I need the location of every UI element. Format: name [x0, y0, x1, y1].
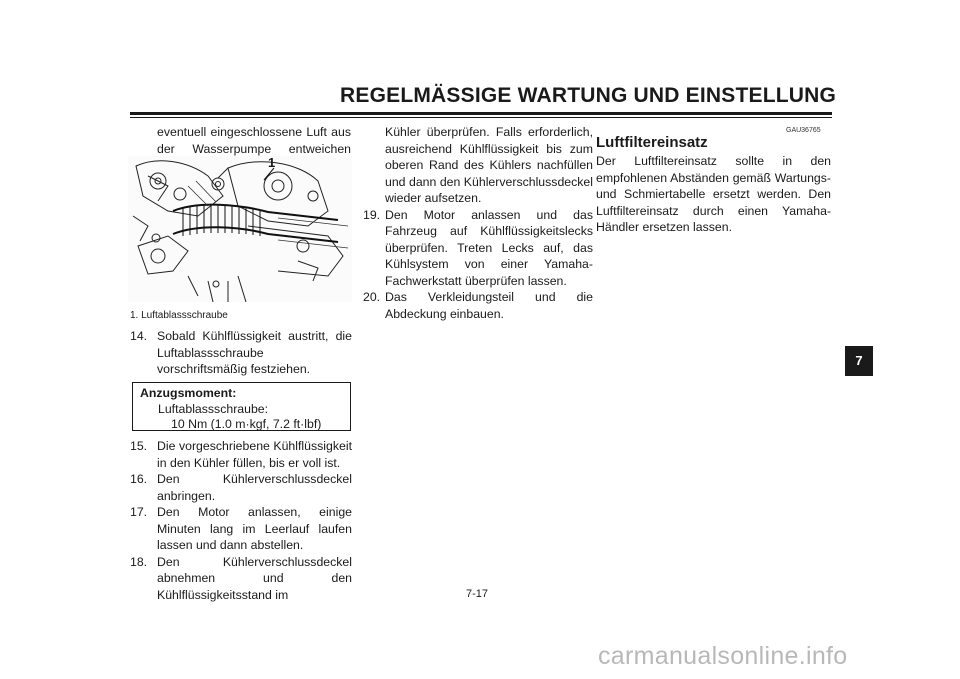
step-17 — [130, 504, 352, 554]
step-number: 19. — [363, 207, 381, 222]
intro-paragraph: eventuell eingeschlossene Luft aus der Wasserpumpe entweichen — [157, 125, 351, 156]
step-18 — [130, 554, 352, 604]
figure-caption: 1. Luftablassschraube — [130, 310, 228, 321]
page-number: 7-17 — [466, 588, 489, 600]
title-rule-thin — [130, 117, 832, 118]
title-rule-thick — [130, 112, 832, 115]
step-text: Den Motor anlassen, einige Minuten lang im Leerlauf laufen lassen und dann abstellen. — [157, 505, 352, 552]
step-18-continued: Kühler überprüfen. Falls erforderlich, ausreichend Kühlflüssigkeit bis zum oberen Rand des Kühlers nachfüllen und dann den Kühlerverschlussdeckel wieder aufsetzen. — [385, 125, 593, 205]
section-paragraph: Der Luftfiltereinsatz sollte in den empfohlenen Abständen gemäß Wartungs- und Schmiertabelle ersetzt werden. Den Luftfiltereinsatz durch einen Yamaha-Händler ersetzen lassen. — [596, 154, 831, 234]
torque-heading: Anzugsmoment: — [140, 386, 237, 400]
step-text: Das Verkleidungsteil und die Abdeckung einbauen. — [385, 290, 593, 321]
engine-illustration — [128, 156, 352, 302]
torque-spec-box — [132, 382, 351, 431]
step-number: 16. — [130, 472, 148, 486]
section-heading: Luftfiltereinsatz — [596, 134, 708, 151]
step-text: Die vorgeschriebene Kühlflüssigkeit in den Kühler füllen, bis er voll ist. — [157, 439, 352, 470]
section-code: GAU36765 — [786, 127, 821, 134]
step-number: 15. — [130, 439, 148, 453]
steps-15-18 — [130, 438, 352, 603]
step-number: 17. — [130, 505, 148, 519]
step-text: Den Motor anlassen und das Fahrzeug auf Kühlflüssigkeitslecks überprüfen. Treten Lecks auf, das Kühlsystem von einer Yamaha-Fachwerkstatt überprüfen lassen. — [385, 207, 593, 288]
torque-item: Luftablassschraube: — [158, 401, 269, 416]
middle-column — [363, 124, 593, 322]
engine-drawing — [128, 156, 352, 302]
step-16 — [130, 471, 352, 504]
step-text: Sobald Kühlflüssigkeit austritt, die Luftablassschraube vorschriftsmäßig festziehen. — [157, 329, 352, 376]
step-19 — [363, 207, 593, 290]
step-number: 20. — [363, 290, 381, 304]
step-20 — [363, 289, 593, 322]
step-14 — [130, 328, 352, 378]
callout-number-1: 1 — [268, 156, 276, 170]
watermark: carmanualsonline.info — [598, 642, 848, 670]
chapter-tab[interactable]: 7 — [845, 346, 873, 376]
step-text: Den Kühlerverschlussdeckel anbringen. — [157, 472, 352, 503]
page-title: REGELMÄSSIGE WARTUNG UND EINSTELLUNG — [340, 84, 837, 107]
step-number: 18. — [130, 554, 148, 569]
step-number: 14. — [130, 329, 148, 343]
torque-value: 10 Nm (1.0 m·kgf, 7.2 ft·lbf) — [171, 417, 322, 431]
step-15 — [130, 438, 352, 471]
step-text: Den Kühlerverschlussdeckel abnehmen und den Kühlflüssigkeitsstand im — [157, 554, 352, 602]
